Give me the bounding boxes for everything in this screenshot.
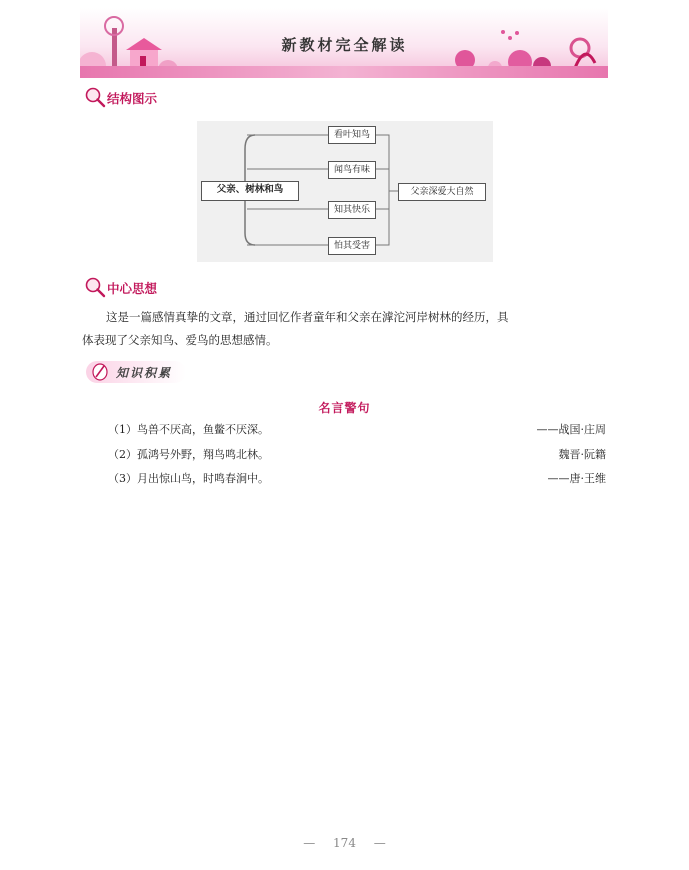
- quote-text-2: （2）孤鸿号外野，翔鸟鸣北林。: [108, 448, 269, 461]
- structure-diagram: [197, 121, 493, 262]
- section-title-theme: 中心思想: [107, 281, 158, 296]
- quotes-heading: 名言警句: [318, 401, 371, 415]
- diagram-branch-4: 怕其受害: [328, 237, 376, 255]
- diagram-branch-2: 闻鸟有味: [328, 161, 376, 179]
- quote-text-1: （1）鸟兽不厌高，鱼鳖不厌深。: [108, 423, 269, 436]
- diagram-branch-3: 知其快乐: [328, 201, 376, 219]
- quote-author-3: ——唐·王维: [547, 472, 606, 485]
- page-number: [0, 836, 689, 850]
- quote-author-2: 魏晋·阮籍: [558, 448, 606, 461]
- theme-paragraph-line-1: 这是一篇感情真挚的文章，通过回忆作者童年和父亲在滹沱河岸树林的经历，具: [106, 310, 509, 324]
- section-title-structure: 结构图示: [107, 91, 158, 106]
- diagram-branch-1: 看叶知鸟: [328, 126, 376, 144]
- section-title-knowledge: 知识积累: [116, 366, 173, 380]
- page-number-value: 174: [333, 836, 356, 850]
- header-title: 新教材完全解读: [281, 36, 408, 54]
- diagram-conclusion-node: 父亲深爱大自然: [398, 183, 486, 201]
- theme-paragraph-line-2: 体表现了父亲知鸟、爱鸟的思想感情。: [82, 333, 278, 347]
- magnifier-icon: [84, 276, 106, 298]
- page-number-right-dash: —: [373, 836, 386, 850]
- magnifier-icon: [84, 86, 106, 108]
- diagram-center-node: 父亲、树林和鸟: [201, 181, 299, 201]
- quote-author-1: ——战国·庄周: [536, 423, 606, 436]
- header-band: [80, 66, 608, 78]
- quote-text-3: （3）月出惊山鸟，时鸣春涧中。: [108, 472, 269, 485]
- page-number-left-dash: —: [303, 836, 316, 850]
- pen-icon: [90, 362, 110, 382]
